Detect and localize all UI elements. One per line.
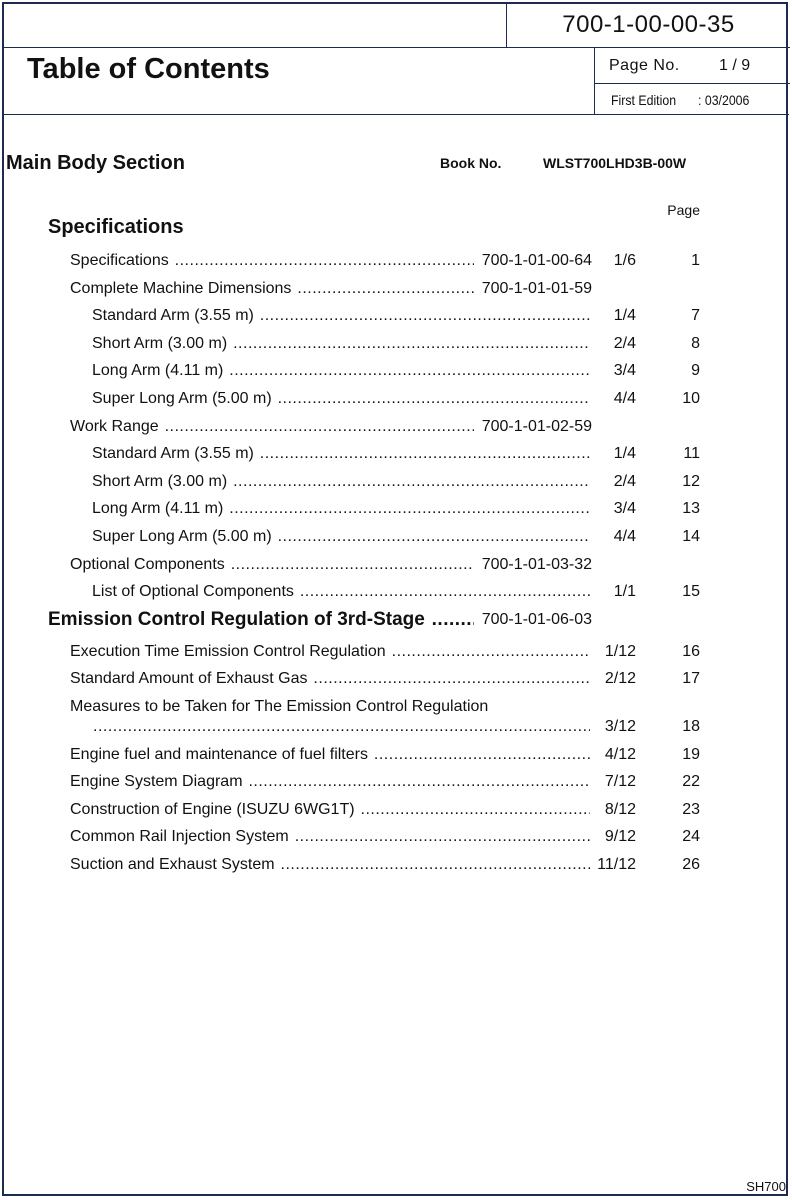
toc-subentry[interactable]: Standard Arm (3.55 m) ..... 1/4 7	[0, 305, 792, 327]
toc-entry[interactable]: Suction and Exhaust System ..... 11/12 26	[0, 854, 792, 876]
toc-entry[interactable]: Specifications ..... 700-1-01-00-64 1/6 1	[0, 250, 792, 272]
toc-entry[interactable]: Complete Machine Dimensions ..... 700-1-01-01-59	[0, 278, 792, 300]
document-number: 700-1-00-00-35	[506, 3, 790, 48]
edition-label: First Edition	[611, 92, 677, 108]
toc-subentry[interactable]: Long Arm (4.11 m) ..... 3/4 13	[0, 498, 792, 520]
page-number-cell	[594, 47, 790, 84]
toc-subentry[interactable]: Short Arm (3.00 m) ..... 2/4 12	[0, 471, 792, 493]
toc-subentry[interactable]: Standard Arm (3.55 m) ..... 1/4 11	[0, 443, 792, 465]
page-column-label: Page	[667, 202, 700, 218]
toc-entry[interactable]: Work Range ..... 700-1-01-02-59	[0, 416, 792, 438]
page-title: Table of Contents	[27, 53, 270, 85]
page-number-label: Page No.	[609, 57, 680, 74]
toc-subentry[interactable]: Super Long Arm (5.00 m) ..... 4/4 10	[0, 388, 792, 410]
toc-subentry[interactable]: List of Optional Components ..... 1/1 15	[0, 581, 792, 603]
chapter-emission-title[interactable]: Emission Control Regulation of 3rd-Stage ..... 700-1-01-06-03	[0, 609, 792, 631]
toc-entry[interactable]: Common Rail Injection System ..... 9/12 24	[0, 826, 792, 848]
section-title: Main Body Section	[6, 152, 185, 174]
toc-entry[interactable]: Standard Amount of Exhaust Gas ..... 2/12 17	[0, 668, 792, 690]
toc-entry-leader-line[interactable]: ..... 3/12 18	[0, 716, 792, 738]
chapter-specifications-title: Specifications	[48, 216, 184, 238]
page-number-value: 1 / 9	[719, 57, 751, 74]
toc-subentry[interactable]: Long Arm (4.11 m) ..... 3/4 9	[0, 360, 792, 382]
model-code-footer: SH700	[746, 1179, 786, 1194]
toc-entry[interactable]: Execution Time Emission Control Regulation ..... 1/12 16	[0, 641, 792, 663]
toc-entry[interactable]: Engine System Diagram ..... 7/12 22	[0, 771, 792, 793]
toc-entry[interactable]: Engine fuel and maintenance of fuel filters ..... 4/12 19	[0, 744, 792, 766]
edition-cell	[594, 83, 790, 114]
document-header	[3, 3, 789, 115]
edition-date: : 03/2006	[698, 92, 750, 108]
toc-entry[interactable]: Construction of Engine (ISUZU 6WG1T) ..... 8/12 23	[0, 799, 792, 821]
book-number-value: WLST700LHD3B-00W	[543, 155, 687, 171]
toc-subentry[interactable]: Super Long Arm (5.00 m) ..... 4/4 14	[0, 526, 792, 548]
toc-entry[interactable]: Optional Components ..... 700-1-01-03-32	[0, 554, 792, 576]
book-number-label: Book No.	[440, 155, 502, 171]
toc-entry-label-two-line[interactable]: Measures to be Taken for The Emission Control Regulation	[70, 698, 489, 715]
toc-subentry[interactable]: Short Arm (3.00 m) ..... 2/4 8	[0, 333, 792, 355]
